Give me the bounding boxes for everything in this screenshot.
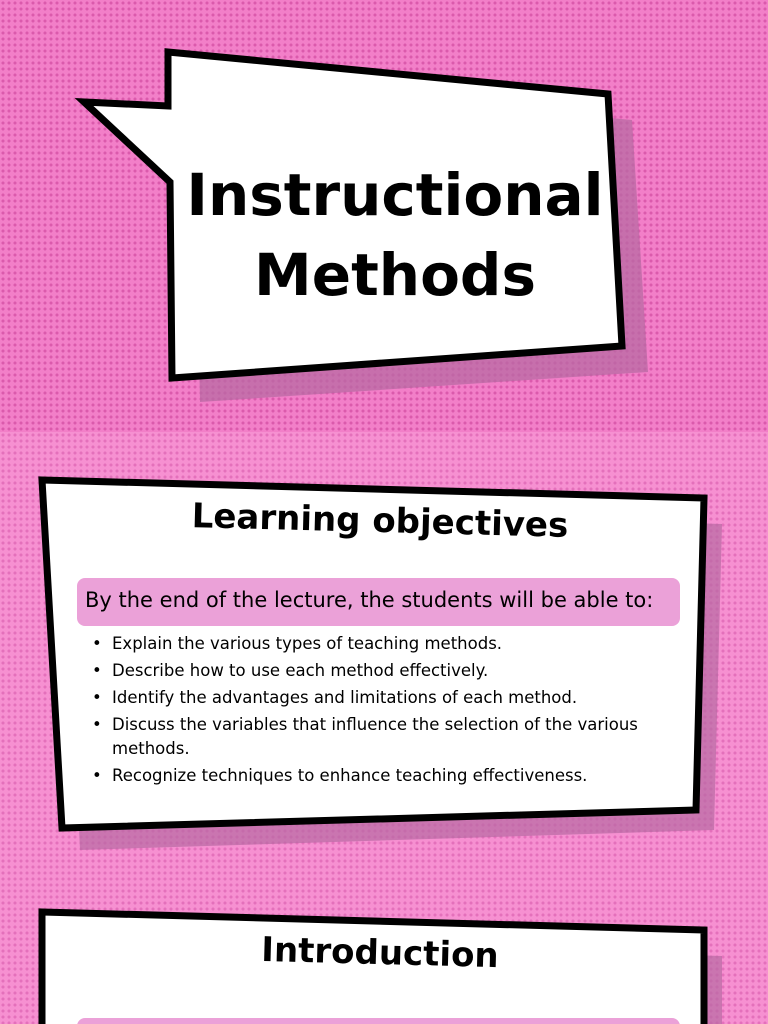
list-item xyxy=(88,659,673,683)
list-item xyxy=(88,686,673,710)
list-item-text: Recognize techniques to enhance teaching effectiveness. xyxy=(112,766,588,785)
bullet-icon: • xyxy=(92,715,102,734)
title-slide xyxy=(0,0,768,432)
bullet-icon: • xyxy=(92,634,102,653)
list-item xyxy=(88,764,673,788)
list-item-text: Describe how to use each method effectively. xyxy=(112,661,489,680)
intro-slide xyxy=(0,864,768,1024)
list-item xyxy=(88,632,673,656)
slide-title xyxy=(180,155,610,315)
objectives-heading: Learning objectives xyxy=(191,496,569,546)
intro-lead-box xyxy=(77,1018,680,1024)
objectives-lead: By the end of the lecture, the students will be able to: xyxy=(77,578,680,626)
title-line-2: Methods xyxy=(254,241,536,309)
intro-heading: Introduction xyxy=(260,929,500,977)
bullet-icon: • xyxy=(92,661,102,680)
bullet-icon: • xyxy=(92,688,102,707)
objectives-list xyxy=(88,632,673,791)
bullet-icon: • xyxy=(92,766,102,785)
list-item-text: Explain the various types of teaching methods. xyxy=(112,634,503,653)
list-item-text: Identify the advantages and limitations of each method. xyxy=(112,688,578,707)
list-item-text: Discuss the variables that influence the selection of the various methods. xyxy=(112,715,638,758)
objectives-slide xyxy=(0,432,768,864)
list-item xyxy=(88,713,673,761)
title-line-1: Instructional xyxy=(186,161,604,229)
